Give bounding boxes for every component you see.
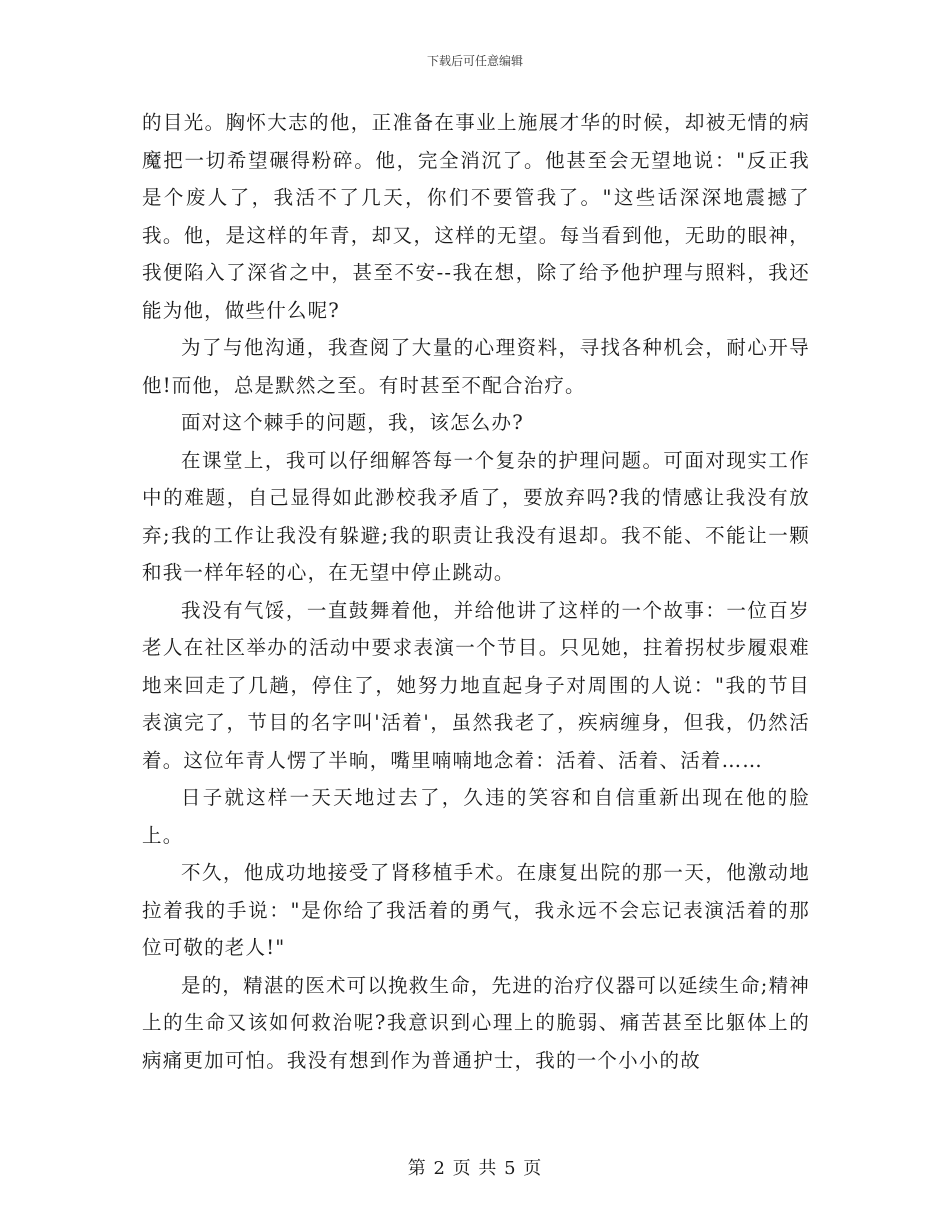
document-body [142, 104, 810, 1079]
paragraph-6: 日子就这样一天天地过去了，久违的笑容和自信重新出现在他的脸上。 [142, 786, 810, 847]
paragraph-1: 的目光。胸怀大志的他，正准备在事业上施展才华的时候，却被无情的病魔把一切希望碾得粉碎。他，完全消沉了。他甚至会无望地说："反正我是个废人了，我活不了几天，你们不要管我了。"这些话深深地震撼了我。他，是这样的年青，却又，这样的无望。每当看到他，无助的眼神，我便陷入了深省之中，甚至不安--我在想，除了给予他护理与照料，我还能为他，做些什么呢? [142, 111, 810, 322]
paragraph-8: 是的，精湛的医术可以挽救生命，先进的治疗仪器可以延续生命;精神上的生命又该如何救治呢?我意识到心理上的脆弱、痛苦甚至比躯体上的病痛更加可怕。我没有想到作为普通护士，我的一个小小的故 [142, 973, 810, 1072]
paragraph-2: 为了与他沟通，我查阅了大量的心理资料，寻找各种机会，耐心开导他!而他，总是默然之至。有时甚至不配合治疗。 [142, 336, 810, 397]
paragraph-5: 我没有气馁，一直鼓舞着他，并给他讲了这样的一个故事：一位百岁老人在社区举办的活动中要求表演一个节目。只见她，拄着拐杖步履艰难地来回走了几趟，停住了，她努力地直起身子对周围的人说："我的节目表演完了，节目的名字叫'活着'，虽然我老了，疾病缠身，但我，仍然活着。这位年青人愣了半晌，嘴里喃喃地念着：活着、活着、活着…… [142, 598, 810, 772]
paragraph-3: 面对这个棘手的问题，我，该怎么办? [181, 411, 524, 434]
paragraph-7: 不久，他成功地接受了肾移植手术。在康复出院的那一天，他激动地拉着我的手说："是你给了我活着的勇气，我永远不会忘记表演活着的那位可敬的老人!" [142, 861, 810, 959]
paragraph-4: 在课堂上，我可以仔细解答每一个复杂的护理问题。可面对现实工作中的难题，自己显得如此渺校我矛盾了，要放弃吗?我的情感让我没有放弃;我的工作让我没有躲避;我的职责让我没有退却。我不能、不能让一颗和我一样年轻的心，在无望中停止跳动。 [142, 448, 810, 584]
page-number-footer: 第 2 页 共 5 页 [407, 1158, 543, 1179]
page-header: 下载后可任意编辑 [426, 54, 523, 68]
